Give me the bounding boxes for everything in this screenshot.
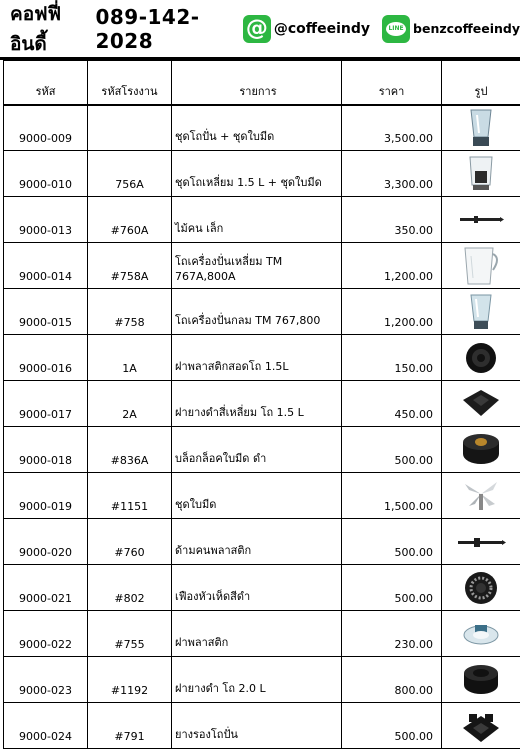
item-description: ชุดโถเหลี่ยม 1.5 L + ชุดใบมีด	[172, 151, 342, 197]
gear-icon	[442, 568, 520, 608]
table-row	[4, 473, 520, 519]
instagram-handle: @coffeeindy	[273, 20, 371, 37]
factory-code: 2A	[88, 381, 172, 427]
item-code: 9000-015	[4, 289, 88, 335]
item-code: 9000-014	[4, 243, 88, 289]
item-code: 9000-017	[4, 381, 88, 427]
line-contact	[382, 15, 520, 43]
column-header-item: รายการ	[172, 61, 342, 105]
item-picture	[442, 519, 520, 565]
item-price: 350.00	[342, 197, 442, 243]
factory-code: #760A	[88, 197, 172, 243]
item-description: ฝาพลาสติกสอดโถ 1.5L	[172, 335, 342, 381]
column-header-factory-code: รหัสโรงงาน	[88, 61, 172, 105]
item-code: 9000-022	[4, 611, 88, 657]
square-lid-icon	[442, 386, 520, 422]
item-description: ฝายางดำสี่เหลี่ยม โถ 1.5 L	[172, 381, 342, 427]
line-handle: benzcoffeeindy	[413, 21, 520, 36]
table-row	[4, 519, 520, 565]
line-app-icon	[382, 15, 410, 43]
column-header-picture: รูป	[442, 61, 520, 105]
table-row	[4, 657, 520, 703]
item-code: 9000-013	[4, 197, 88, 243]
item-description: ฝาพลาสติก	[172, 611, 342, 657]
blade-icon	[442, 476, 520, 516]
instagram-contact	[243, 15, 370, 43]
line-badge-text: LINE	[386, 22, 406, 36]
item-price: 1,200.00	[342, 243, 442, 289]
item-description: ชุดใบมีด	[172, 473, 342, 519]
item-description: ชุดโถปั่น + ชุดใบมีด	[172, 105, 342, 151]
item-price: 450.00	[342, 381, 442, 427]
item-picture	[442, 565, 520, 611]
item-description: เฟืองหัวเห็ดสีดำ	[172, 565, 342, 611]
factory-code: #1192	[88, 657, 172, 703]
item-code: 9000-018	[4, 427, 88, 473]
factory-code: 1A	[88, 335, 172, 381]
item-picture	[442, 611, 520, 657]
factory-code: #755	[88, 611, 172, 657]
factory-code: 756A	[88, 151, 172, 197]
stir-stick-icon	[442, 210, 520, 230]
factory-code: #758A	[88, 243, 172, 289]
column-header-price: ราคา	[342, 61, 442, 105]
blade-lock-icon	[442, 430, 520, 470]
table-row	[4, 289, 520, 335]
table-row	[4, 151, 520, 197]
item-price: 1,500.00	[342, 473, 442, 519]
pitcher-icon	[442, 244, 520, 288]
factory-code: #791	[88, 703, 172, 749]
item-price: 3,300.00	[342, 151, 442, 197]
item-price: 500.00	[342, 565, 442, 611]
item-picture	[442, 381, 520, 427]
table-row	[4, 197, 520, 243]
factory-code	[88, 105, 172, 151]
round-jar-icon	[442, 291, 520, 333]
table-row	[4, 335, 520, 381]
factory-code: #836A	[88, 427, 172, 473]
item-price: 500.00	[342, 519, 442, 565]
item-description: ฝายางดำ โถ 2.0 L	[172, 657, 342, 703]
round-lid-icon	[442, 338, 520, 378]
at-sign-icon: @	[243, 15, 271, 43]
item-price: 3,500.00	[342, 105, 442, 151]
item-picture	[442, 335, 520, 381]
shop-name: คอฟฟี่อินดี้	[10, 2, 62, 55]
item-description: บล็อกล็อคใบมีด ดำ	[172, 427, 342, 473]
item-picture	[442, 473, 520, 519]
item-price: 150.00	[342, 335, 442, 381]
item-picture	[442, 657, 520, 703]
item-code: 9000-009	[4, 105, 88, 151]
item-price: 230.00	[342, 611, 442, 657]
item-code: 9000-010	[4, 151, 88, 197]
plastic-stirrer-icon	[442, 532, 520, 552]
item-code: 9000-019	[4, 473, 88, 519]
item-price: 1,200.00	[342, 289, 442, 335]
table-header-row	[4, 61, 520, 105]
table-row	[4, 243, 520, 289]
table-row	[4, 105, 520, 151]
item-picture	[442, 243, 520, 289]
table-row	[4, 565, 520, 611]
price-table	[3, 60, 520, 749]
blender-jar-icon	[442, 107, 520, 149]
factory-code: #760	[88, 519, 172, 565]
item-description: โถเครื่องปั่นเหลี่ยม TM 767A,800A	[172, 243, 342, 289]
item-picture	[442, 197, 520, 243]
page-header	[0, 0, 520, 60]
item-code: 9000-016	[4, 335, 88, 381]
square-jar-icon	[442, 153, 520, 195]
factory-code: #1151	[88, 473, 172, 519]
table-row	[4, 427, 520, 473]
item-picture	[442, 105, 520, 151]
column-header-code: รหัส	[4, 61, 88, 105]
jar-pad-icon	[442, 706, 520, 746]
item-price: 500.00	[342, 703, 442, 749]
item-description: โถเครื่องปั่นกลม TM 767,800	[172, 289, 342, 335]
item-picture	[442, 703, 520, 749]
item-description: ไม้คน เล็ก	[172, 197, 342, 243]
phone-number: 089-142-2028	[95, 4, 200, 53]
item-description: ด้ามคนพลาสติก	[172, 519, 342, 565]
item-code: 9000-021	[4, 565, 88, 611]
factory-code: #758	[88, 289, 172, 335]
item-picture	[442, 289, 520, 335]
item-description: ยางรองโถปั่น	[172, 703, 342, 749]
plastic-lid-icon	[442, 617, 520, 651]
item-price: 800.00	[342, 657, 442, 703]
item-code: 9000-020	[4, 519, 88, 565]
table-row	[4, 381, 520, 427]
item-code: 9000-023	[4, 657, 88, 703]
item-picture	[442, 427, 520, 473]
item-code: 9000-024	[4, 703, 88, 749]
table-row	[4, 611, 520, 657]
table-row	[4, 703, 520, 749]
factory-code: #802	[88, 565, 172, 611]
rubber-lid-icon	[442, 661, 520, 699]
item-price: 500.00	[342, 427, 442, 473]
item-picture	[442, 151, 520, 197]
